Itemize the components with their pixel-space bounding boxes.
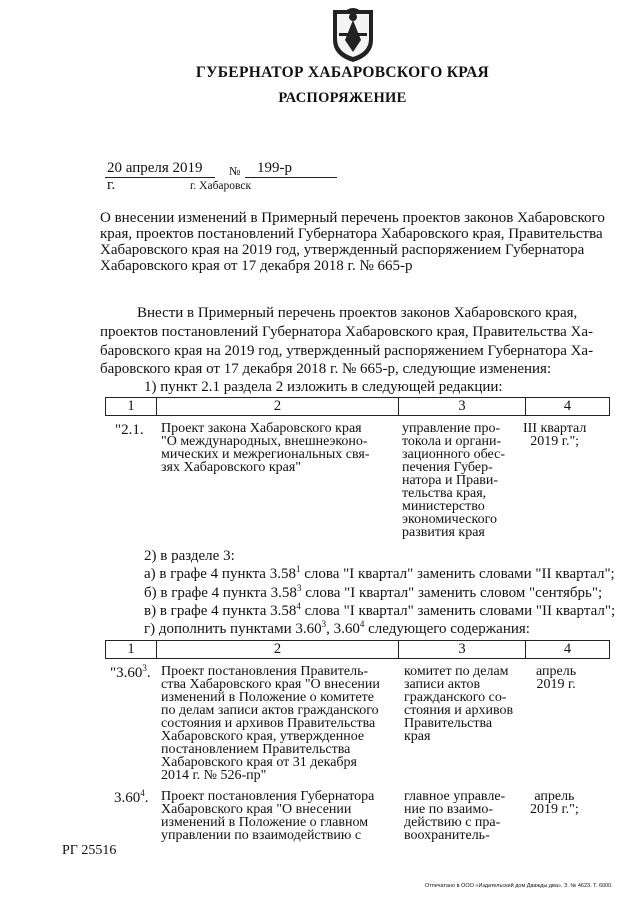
column-header: 4 [526, 641, 610, 659]
column-header: 4 [526, 398, 610, 416]
responsible-cell: управление про- токола и органи- зационного обес- печения Губер- натора и Прави- тельства края, министерство экономического развития края [402, 421, 505, 540]
change-g: г) дополнить пунктами 3.60$^3$, 3.60$^4$ следующего содержания: [144, 619, 530, 637]
term-cell: апрель 2019 г. [536, 664, 577, 692]
column-header: 3 [399, 641, 526, 659]
document-type: РАСПОРЯЖЕНИЕ [278, 90, 407, 106]
subject-line: края, проектов постановлений Губернатора Хабаровского края, Правительства [100, 226, 603, 242]
intro-line: Внести в Примерный перечень проектов законов Хабаровского края, [137, 305, 578, 321]
document-date: 20 апреля 2019 г. [107, 160, 203, 193]
row-number: 3.60$^4$. [114, 788, 149, 806]
document-header-title: ГУБЕРНАТОР ХАБАРОВСКОГО КРАЯ [195, 64, 490, 81]
table-header-row-2 [105, 640, 610, 659]
table-header-row-1 [105, 397, 610, 416]
item-2: 2) в разделе 3: [144, 548, 235, 564]
document-number: 199-р [257, 160, 292, 176]
number-sign: № [229, 164, 241, 178]
item-1: 1) пункт 2.1 раздела 2 изложить в следующей редакции: [144, 379, 503, 395]
subject-line: О внесении изменений в Примерный перечень проектов законов Хабаровского [100, 210, 605, 226]
responsible-cell: комитет по делам записи актов гражданского со- стояния и архивов Правительства края [404, 664, 514, 744]
term-cell: апрель 2019 г."; [530, 789, 579, 817]
subject-line: Хабаровского края от 17 декабря 2018 г. № 665-р [100, 258, 413, 274]
row-number: "3.60$^3$. [110, 663, 151, 681]
change-a: а) в графе 4 пункта 3.58$^1$ слова "I квартал" заменить словами "II квартал"; [144, 564, 615, 582]
column-header: 2 [157, 641, 399, 659]
printing-imprint: Отпечатано в ООО «Издательский дом Дважды два». З. № 4623. Т. 6000. [425, 883, 613, 889]
term-cell: III квартал 2019 г."; [523, 421, 587, 449]
number-underline [245, 177, 337, 178]
document-city: г. Хабаровск [190, 180, 252, 192]
intro-line: баровского края на 2019 год, утвержденный распоряжением Губернатора Ха- [100, 343, 594, 359]
column-header: 1 [106, 398, 157, 416]
change-v: в) в графе 4 пункта 3.58$^4$ слова "I квартал" заменить словами "II квартал"; [144, 601, 616, 619]
subject-line: Хабаровского края на 2019 год, утвержденный распоряжением Губернатора [100, 242, 585, 258]
coat-of-arms-icon [330, 6, 376, 64]
registration-code: РГ 25516 [62, 843, 117, 858]
column-header: 2 [157, 398, 399, 416]
change-b: б) в графе 4 пункта 3.58$^3$ слова "I квартал" заменить словом "сентябрь"; [144, 583, 603, 601]
intro-line: баровского края от 17 декабря 2018 г. № 665-р, следующие изменения: [100, 361, 552, 377]
intro-line: проектов постановлений Губернатора Хабаровского края, Правительства Ха- [100, 324, 594, 340]
project-cell: Проект постановления Губернатора Хабаровского края "О внесении изменений в Положение о главном управлении по взаимодействию с [161, 789, 375, 843]
column-header: 3 [399, 398, 526, 416]
project-cell: Проект закона Хабаровского края "О международных, внешнеэконо- мических и межрегиональных свя- зях Хабаровского края" [161, 421, 370, 475]
responsible-cell: главное управле- ние по взаимо- действию с пра- воохранитель- [404, 789, 506, 843]
row-number: "2.1. [115, 422, 144, 438]
subject-block [100, 210, 605, 274]
column-header: 1 [106, 641, 157, 659]
project-cell: Проект постановления Правитель- ства Хабаровского края "О внесении изменений в Положение о комитете по делам записи актов гражданского состояния и архивов Правительства Хабаровского края, утвержденное постановлением Правительства Хабаровского края от 31 декабря 2014 г. № 526-пр" [161, 664, 380, 783]
date-underline [105, 177, 215, 178]
